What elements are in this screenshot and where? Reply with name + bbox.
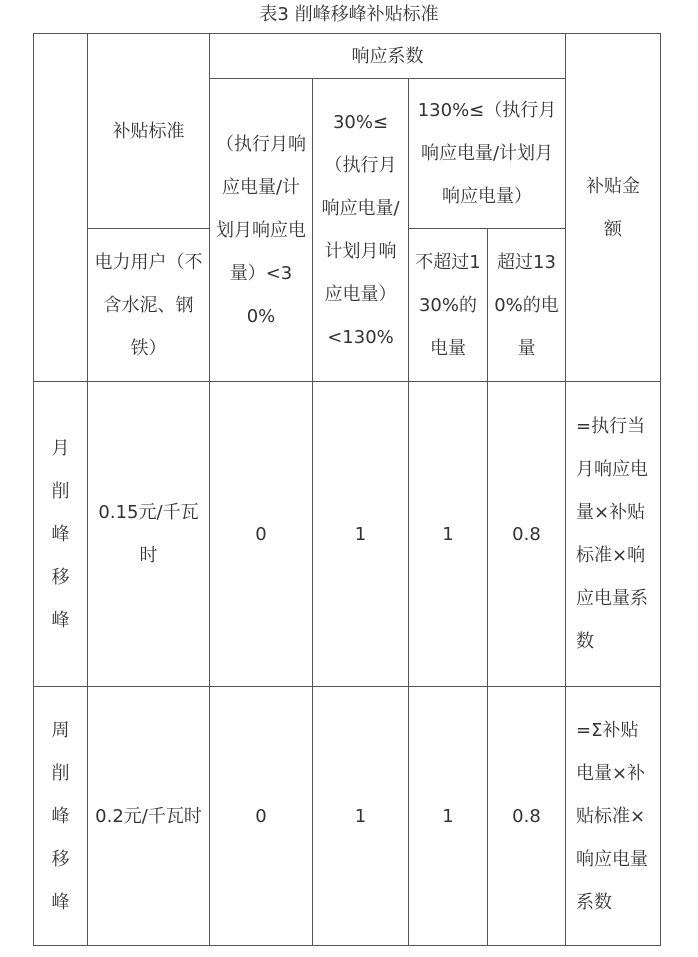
corner-cell — [34, 34, 88, 382]
over130-cell: 0.8 — [488, 687, 566, 946]
standard-cell: 0.2元/千瓦时 — [88, 687, 210, 946]
coefficient-ge130-header: 130%≤（执行月响应电量/计划月响应电量） — [409, 79, 566, 229]
amount-cell: =执行当月响应电量×补贴标准×响应电量系数 — [566, 382, 661, 687]
standard-cell: 0.15元/千瓦时 — [88, 382, 210, 687]
table-caption: 表3 削峰移峰补贴标准 — [259, 4, 439, 25]
within130-cell: 1 — [409, 687, 488, 946]
lt30-cell: 0 — [210, 687, 313, 946]
table-row — [34, 687, 661, 946]
range-30-130-cell: 1 — [313, 687, 409, 946]
coefficient-lt30-header: （执行月响应电量/计划月响应电量）<30% — [210, 79, 313, 382]
subsidy-table — [33, 33, 661, 946]
response-coefficient-header: 响应系数 — [210, 34, 566, 79]
subsidy-amount-label: 补贴金额 — [586, 175, 640, 240]
row-label: 月削峰移峰 — [34, 382, 88, 687]
subsidy-standard-header: 补贴标准 — [88, 34, 210, 229]
coefficient-30-130-header: 30%≤（执行月响应电量/计划月响应电量）<130% — [313, 79, 409, 382]
ge130-over-header: 超过130%的电量 — [488, 229, 566, 382]
user-type-header: 电力用户（不含水泥、钢铁） — [88, 229, 210, 382]
over130-cell: 0.8 — [488, 382, 566, 687]
table-row — [34, 382, 661, 687]
ge130-within-header: 不超过130%的电量 — [409, 229, 488, 382]
lt30-cell: 0 — [210, 382, 313, 687]
within130-cell: 1 — [409, 382, 488, 687]
amount-cell: =Σ补贴电量×补贴标准×响应电量系数 — [566, 687, 661, 946]
range-30-130-cell: 1 — [313, 382, 409, 687]
subsidy-amount-header — [566, 34, 661, 382]
row-label: 周削峰移峰 — [34, 687, 88, 946]
